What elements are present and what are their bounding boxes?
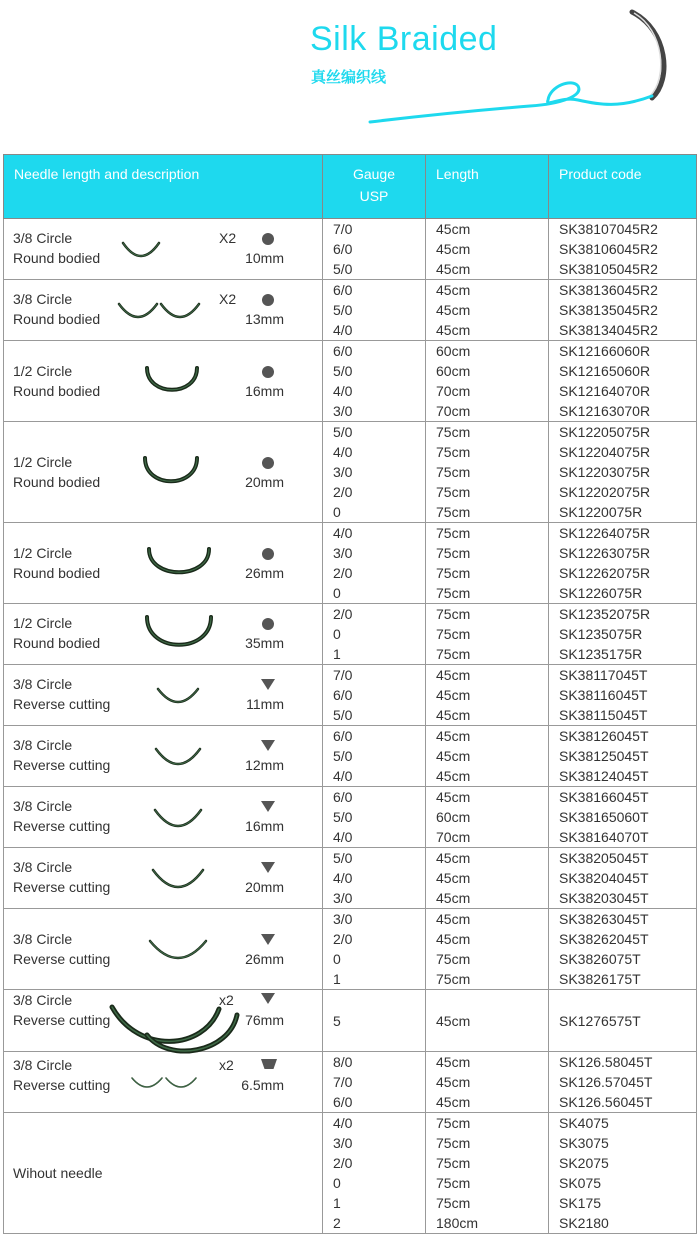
gauge-value: 2 bbox=[333, 1215, 341, 1231]
circle-type-label: 3/8 Circle bbox=[13, 798, 73, 814]
table-row bbox=[4, 1113, 697, 1234]
table-row bbox=[4, 604, 697, 665]
product-code: SK38262045T bbox=[559, 931, 649, 947]
gauge-value: 6/0 bbox=[333, 282, 353, 298]
product-code: SK075 bbox=[559, 1175, 602, 1191]
page-title: Silk Braided bbox=[310, 20, 498, 58]
needle-size-label: 11mm bbox=[246, 696, 284, 712]
product-code: SK12165060R bbox=[559, 363, 651, 379]
round-bodied-point-icon bbox=[262, 548, 274, 560]
gauge-value: 6/0 bbox=[333, 1094, 353, 1110]
gauge-value: 2/0 bbox=[333, 484, 353, 500]
circle-type-label: 3/8 Circle bbox=[13, 737, 73, 753]
product-code: SK1276575T bbox=[559, 1012, 641, 1029]
gauge-value: 8/0 bbox=[333, 1054, 353, 1070]
product-code-cell bbox=[549, 280, 697, 341]
length-value: 45cm bbox=[436, 1074, 471, 1090]
table-row bbox=[4, 1052, 697, 1113]
gauge-value: 5/0 bbox=[333, 424, 353, 440]
round-bodied-point-icon bbox=[262, 233, 274, 245]
needle-size-label: 76mm bbox=[245, 1012, 284, 1028]
gauge-value: 3/0 bbox=[333, 403, 353, 419]
column-header-length: Length bbox=[426, 155, 549, 219]
length-values-cell bbox=[426, 341, 549, 422]
product-code: SK1220075R bbox=[559, 504, 643, 520]
reverse-cutting-point-icon bbox=[261, 934, 275, 945]
needle-description-cell bbox=[4, 219, 323, 280]
needle-size-label: 16mm bbox=[245, 383, 284, 399]
gauge-value: 5/0 bbox=[333, 261, 353, 277]
product-code: SK38105045R2 bbox=[559, 261, 658, 277]
gauge-value: 7/0 bbox=[333, 221, 353, 237]
length-value: 45cm bbox=[436, 302, 471, 318]
gauge-value: 4/0 bbox=[333, 829, 353, 845]
gauge-value: 3/0 bbox=[333, 1135, 353, 1151]
product-code-cell bbox=[549, 1052, 697, 1113]
length-value: 60cm bbox=[436, 343, 471, 359]
table-row bbox=[4, 219, 697, 280]
length-value: 75cm bbox=[436, 951, 471, 967]
gauge-value: 2/0 bbox=[333, 931, 353, 947]
gauge-value: 4/0 bbox=[333, 870, 353, 886]
needle-count-label: x2 bbox=[219, 1057, 234, 1073]
product-code: SK38107045R2 bbox=[559, 221, 658, 237]
length-value: 45cm bbox=[436, 748, 471, 764]
needle-size-label: 10mm bbox=[245, 250, 284, 266]
gauge-value: 7/0 bbox=[333, 1074, 353, 1090]
product-code: SK38166045T bbox=[559, 789, 649, 805]
needle-icon bbox=[151, 867, 207, 891]
column-header-code: Product code bbox=[549, 155, 697, 219]
needle-body-label: Reverse cutting bbox=[13, 1077, 111, 1093]
product-code: SK38203045T bbox=[559, 890, 649, 906]
needle-body-label: Reverse cutting bbox=[13, 818, 111, 834]
length-value: 45cm bbox=[436, 241, 471, 257]
needle-body-label: Round bodied bbox=[13, 565, 101, 581]
needle-size-label: 26mm bbox=[245, 951, 284, 967]
gauge-value: 6/0 bbox=[333, 687, 353, 703]
length-value: 75cm bbox=[436, 1175, 471, 1191]
product-code-cell bbox=[549, 787, 697, 848]
length-values-cell bbox=[426, 1052, 549, 1113]
length-values-cell bbox=[426, 909, 549, 990]
needle-icon bbox=[130, 1075, 200, 1091]
product-code: SK2075 bbox=[559, 1155, 609, 1171]
product-code: SK12204075R bbox=[559, 444, 651, 460]
gauge-value: 0 bbox=[333, 951, 341, 967]
circle-type-label: 3/8 Circle bbox=[13, 859, 73, 875]
gauge-value: 4/0 bbox=[333, 444, 353, 460]
length-value: 75cm bbox=[436, 565, 471, 581]
gauge-values-cell bbox=[323, 848, 426, 909]
column-header-gauge bbox=[323, 155, 426, 219]
table-row bbox=[4, 280, 697, 341]
needle-size-label: 20mm bbox=[245, 879, 284, 895]
gauge-values-cell bbox=[323, 422, 426, 523]
product-code: SK12205075R bbox=[559, 424, 651, 440]
gauge-value: 2/0 bbox=[333, 606, 353, 622]
gauge-value: 3/0 bbox=[333, 545, 353, 561]
product-code: SK12262075R bbox=[559, 565, 651, 581]
gauge-values-cell bbox=[323, 280, 426, 341]
gauge-value: 3/0 bbox=[333, 464, 353, 480]
length-value: 75cm bbox=[436, 626, 471, 642]
table-row bbox=[4, 665, 697, 726]
needle-size-label: 12mm bbox=[245, 757, 284, 773]
length-values-cell bbox=[426, 665, 549, 726]
circle-type-label: 3/8 Circle bbox=[13, 931, 73, 947]
circle-type-label: 1/2 Circle bbox=[13, 545, 73, 561]
gauge-value: 0 bbox=[333, 585, 341, 601]
needle-size-label: 35mm bbox=[245, 635, 284, 651]
circle-type-label: 3/8 Circle bbox=[13, 291, 73, 307]
needle-body-label: Reverse cutting bbox=[13, 951, 111, 967]
gauge-value: 5/0 bbox=[333, 850, 353, 866]
length-value: 75cm bbox=[436, 646, 471, 662]
circle-type-label: 3/8 Circle bbox=[13, 1057, 73, 1073]
length-value: 75cm bbox=[436, 1195, 471, 1211]
gauge-values-cell bbox=[323, 341, 426, 422]
product-code: SK38134045R2 bbox=[559, 322, 658, 338]
length-values-cell bbox=[426, 604, 549, 665]
length-value: 45cm bbox=[436, 261, 471, 277]
reverse-cutting-point-icon bbox=[261, 740, 275, 751]
product-code: SK12166060R bbox=[559, 343, 651, 359]
needle-icon bbox=[121, 240, 163, 260]
length-values-cell bbox=[426, 990, 549, 1052]
product-table bbox=[3, 154, 697, 1234]
length-values-cell bbox=[426, 1113, 549, 1234]
gauge-value: 1 bbox=[333, 971, 341, 987]
product-code: SK38106045R2 bbox=[559, 241, 658, 257]
length-value: 70cm bbox=[436, 383, 471, 399]
needle-count-label: X2 bbox=[219, 230, 237, 246]
product-code: SK12164070R bbox=[559, 383, 651, 399]
product-code: SK4075 bbox=[559, 1115, 609, 1131]
gauge-value: 5/0 bbox=[333, 809, 353, 825]
product-code: SK38205045T bbox=[559, 850, 649, 866]
needle-description-cell bbox=[4, 726, 323, 787]
length-value: 45cm bbox=[436, 707, 471, 723]
needle-description-cell bbox=[4, 1113, 323, 1234]
table-row bbox=[4, 909, 697, 990]
round-bodied-point-icon bbox=[262, 366, 274, 378]
length-value: 75cm bbox=[436, 525, 471, 541]
gauge-value: 3/0 bbox=[333, 890, 353, 906]
length-value: 75cm bbox=[436, 1115, 471, 1131]
product-code-cell bbox=[549, 848, 697, 909]
length-value: 45cm bbox=[436, 768, 471, 784]
length-value: 45cm bbox=[436, 890, 471, 906]
length-value: 45cm bbox=[436, 221, 471, 237]
product-code: SK12202075R bbox=[559, 484, 651, 500]
product-code: SK175 bbox=[559, 1195, 602, 1211]
needle-icon bbox=[142, 455, 202, 491]
needle-body-label: Reverse cutting bbox=[13, 1012, 111, 1028]
length-value: 75cm bbox=[436, 424, 471, 440]
round-bodied-point-icon bbox=[262, 294, 274, 306]
product-code: SK38164070T bbox=[559, 829, 649, 845]
product-code: SK1235175R bbox=[559, 646, 643, 662]
product-code-cell bbox=[549, 726, 697, 787]
product-code-cell bbox=[549, 1113, 697, 1234]
product-code: SK38135045R2 bbox=[559, 302, 658, 318]
length-value: 45cm bbox=[436, 687, 471, 703]
column-header-desc: Needle length and description bbox=[4, 155, 323, 219]
product-code: SK38204045T bbox=[559, 870, 649, 886]
needle-size-label: 26mm bbox=[245, 565, 284, 581]
spatula-point-icon bbox=[261, 1059, 277, 1069]
product-code: SK38126045T bbox=[559, 728, 649, 744]
product-code-cell bbox=[549, 422, 697, 523]
gauge-value: 2/0 bbox=[333, 565, 353, 581]
table-row bbox=[4, 726, 697, 787]
gauge-value: 5/0 bbox=[333, 363, 353, 379]
length-value: 45cm bbox=[436, 931, 471, 947]
page-header bbox=[0, 0, 700, 150]
gauge-values-cell bbox=[323, 665, 426, 726]
gauge-values-cell bbox=[323, 219, 426, 280]
needle-icon bbox=[156, 686, 202, 706]
product-code: SK2180 bbox=[559, 1215, 609, 1231]
length-value: 45cm bbox=[436, 282, 471, 298]
needle-description-cell bbox=[4, 422, 323, 523]
needle-description-cell bbox=[4, 665, 323, 726]
circle-type-label: 1/2 Circle bbox=[13, 615, 73, 631]
length-value: 75cm bbox=[436, 444, 471, 460]
needle-body-label: Round bodied bbox=[13, 635, 101, 651]
gauge-value: 5/0 bbox=[333, 748, 353, 764]
gauge-value: 2/0 bbox=[333, 1155, 353, 1171]
gauge-value: 6/0 bbox=[333, 789, 353, 805]
gauge-value: 4/0 bbox=[333, 1115, 353, 1131]
gauge-values-cell bbox=[323, 726, 426, 787]
product-code: SK38124045T bbox=[559, 768, 649, 784]
product-code: SK38116045T bbox=[559, 687, 648, 703]
gauge-value: 7/0 bbox=[333, 667, 353, 683]
product-code: SK38165060T bbox=[559, 809, 649, 825]
length-value: 45cm bbox=[436, 789, 471, 805]
gauge-values-cell bbox=[323, 1052, 426, 1113]
needle-description-cell bbox=[4, 523, 323, 604]
gauge-value: 3/0 bbox=[333, 911, 353, 927]
table-header-row bbox=[4, 155, 697, 219]
reverse-cutting-point-icon bbox=[261, 679, 275, 690]
gauge-value: 4/0 bbox=[333, 525, 353, 541]
needle-body-label: Reverse cutting bbox=[13, 696, 111, 712]
reverse-cutting-point-icon bbox=[261, 993, 275, 1004]
length-value: 75cm bbox=[436, 1155, 471, 1171]
circle-type-label: 1/2 Circle bbox=[13, 363, 73, 379]
round-bodied-point-icon bbox=[262, 457, 274, 469]
gauge-values-cell bbox=[323, 990, 426, 1052]
product-code-cell bbox=[549, 341, 697, 422]
gauge-value: 1 bbox=[333, 646, 341, 662]
length-value: 70cm bbox=[436, 403, 471, 419]
product-code-cell bbox=[549, 523, 697, 604]
length-values-cell bbox=[426, 726, 549, 787]
product-code: SK38117045T bbox=[559, 667, 648, 683]
product-code: SK12352075R bbox=[559, 606, 651, 622]
circle-type-label: 1/2 Circle bbox=[13, 454, 73, 470]
needle-count-label: X2 bbox=[219, 291, 237, 307]
needle-size-label: 13mm bbox=[245, 311, 284, 327]
product-code: SK38136045R2 bbox=[559, 282, 658, 298]
table-row bbox=[4, 422, 697, 523]
needle-size-label: 20mm bbox=[245, 474, 284, 490]
needle-body-label: Reverse cutting bbox=[13, 879, 111, 895]
without-needle-label: Wihout needle bbox=[13, 1165, 103, 1181]
gauge-value: 0 bbox=[333, 626, 341, 642]
needle-icon bbox=[144, 614, 216, 656]
needle-size-label: 6.5mm bbox=[241, 1077, 284, 1093]
table-row bbox=[4, 990, 697, 1052]
needle-icon bbox=[148, 938, 210, 962]
gauge-value: 4/0 bbox=[333, 322, 353, 338]
needle-icon bbox=[117, 301, 203, 321]
column-header-gauge-line1: Gauge bbox=[352, 166, 396, 182]
needle-description-cell bbox=[4, 341, 323, 422]
page-subtitle: 真丝编织线 bbox=[311, 69, 387, 86]
length-values-cell bbox=[426, 219, 549, 280]
table-row bbox=[4, 523, 697, 604]
product-code: SK3826075T bbox=[559, 951, 641, 967]
length-value: 70cm bbox=[436, 829, 471, 845]
needle-icon bbox=[144, 365, 202, 399]
needle-body-label: Round bodied bbox=[13, 474, 101, 490]
product-code: SK12264075R bbox=[559, 525, 651, 541]
product-code: SK3826175T bbox=[559, 971, 641, 987]
gauge-value: 4/0 bbox=[333, 768, 353, 784]
length-value: 45cm bbox=[436, 1054, 471, 1070]
needle-body-label: Round bodied bbox=[13, 311, 101, 327]
length-values-cell bbox=[426, 787, 549, 848]
circle-type-label: 3/8 Circle bbox=[13, 992, 73, 1008]
reverse-cutting-point-icon bbox=[261, 862, 275, 873]
needle-body-label: Round bodied bbox=[13, 250, 101, 266]
needle-description-cell bbox=[4, 787, 323, 848]
length-value: 45cm bbox=[436, 1012, 471, 1029]
length-values-cell bbox=[426, 280, 549, 341]
product-code: SK1226075R bbox=[559, 585, 643, 601]
product-code: SK126.57045T bbox=[559, 1074, 653, 1090]
length-value: 75cm bbox=[436, 504, 471, 520]
reverse-cutting-point-icon bbox=[261, 801, 275, 812]
length-value: 75cm bbox=[436, 606, 471, 622]
length-values-cell bbox=[426, 523, 549, 604]
needle-count-label: x2 bbox=[219, 992, 234, 1008]
product-code: SK12163070R bbox=[559, 403, 651, 419]
length-value: 45cm bbox=[436, 870, 471, 886]
needle-icon bbox=[154, 746, 204, 768]
gauge-value: 6/0 bbox=[333, 728, 353, 744]
length-values-cell bbox=[426, 422, 549, 523]
gauge-value: 4/0 bbox=[333, 383, 353, 399]
length-value: 45cm bbox=[436, 911, 471, 927]
product-code-cell bbox=[549, 665, 697, 726]
product-code: SK38263045T bbox=[559, 911, 649, 927]
length-values-cell bbox=[426, 848, 549, 909]
product-code-cell bbox=[549, 990, 697, 1052]
circle-type-label: 3/8 Circle bbox=[13, 676, 73, 692]
needle-body-label: Reverse cutting bbox=[13, 757, 111, 773]
circle-type-label: 3/8 Circle bbox=[13, 230, 73, 246]
needle-description-cell bbox=[4, 1052, 323, 1113]
gauge-values-cell bbox=[323, 1113, 426, 1234]
product-code: SK126.56045T bbox=[559, 1094, 653, 1110]
gauge-value: 6/0 bbox=[333, 241, 353, 257]
length-value: 60cm bbox=[436, 363, 471, 379]
length-value: 45cm bbox=[436, 850, 471, 866]
gauge-values-cell bbox=[323, 787, 426, 848]
length-value: 45cm bbox=[436, 1094, 471, 1110]
length-value: 75cm bbox=[436, 545, 471, 561]
needle-size-label: 16mm bbox=[245, 818, 284, 834]
gauge-value: 1 bbox=[333, 1195, 341, 1211]
product-code: SK12203075R bbox=[559, 464, 651, 480]
gauge-value: 0 bbox=[333, 1175, 341, 1191]
needle-description-cell bbox=[4, 909, 323, 990]
length-value: 75cm bbox=[436, 484, 471, 500]
gauge-value: 0 bbox=[333, 504, 341, 520]
needle-description-cell bbox=[4, 848, 323, 909]
product-code: SK38125045T bbox=[559, 748, 649, 764]
table-row bbox=[4, 341, 697, 422]
product-code: SK126.58045T bbox=[559, 1054, 653, 1070]
product-code-cell bbox=[549, 604, 697, 665]
gauge-values-cell bbox=[323, 604, 426, 665]
needle-description-cell bbox=[4, 280, 323, 341]
length-value: 180cm bbox=[436, 1215, 479, 1231]
length-value: 75cm bbox=[436, 1135, 471, 1151]
gauge-value: 6/0 bbox=[333, 343, 353, 359]
gauge-value: 5/0 bbox=[333, 302, 353, 318]
product-code: SK12263075R bbox=[559, 545, 651, 561]
needle-icon bbox=[146, 546, 214, 582]
product-code-cell bbox=[549, 909, 697, 990]
product-code-cell bbox=[549, 219, 697, 280]
product-code: SK3075 bbox=[559, 1135, 609, 1151]
round-bodied-point-icon bbox=[262, 618, 274, 630]
product-code: SK1235075R bbox=[559, 626, 643, 642]
gauge-values-cell bbox=[323, 523, 426, 604]
length-value: 75cm bbox=[436, 585, 471, 601]
needle-description-cell bbox=[4, 990, 323, 1052]
length-value: 45cm bbox=[436, 728, 471, 744]
gauge-value: 5/0 bbox=[333, 707, 353, 723]
needle-description-cell bbox=[4, 604, 323, 665]
gauge-value: 5 bbox=[333, 1012, 341, 1029]
length-value: 75cm bbox=[436, 464, 471, 480]
length-value: 75cm bbox=[436, 971, 471, 987]
needle-icon bbox=[153, 807, 205, 830]
length-value: 60cm bbox=[436, 809, 471, 825]
length-value: 45cm bbox=[436, 667, 471, 683]
table-row bbox=[4, 848, 697, 909]
needle-body-label: Round bodied bbox=[13, 383, 101, 399]
table-row bbox=[4, 787, 697, 848]
product-code: SK38115045T bbox=[559, 707, 648, 723]
length-value: 45cm bbox=[436, 322, 471, 338]
gauge-values-cell bbox=[323, 909, 426, 990]
column-header-gauge-line2: USP bbox=[359, 188, 389, 204]
